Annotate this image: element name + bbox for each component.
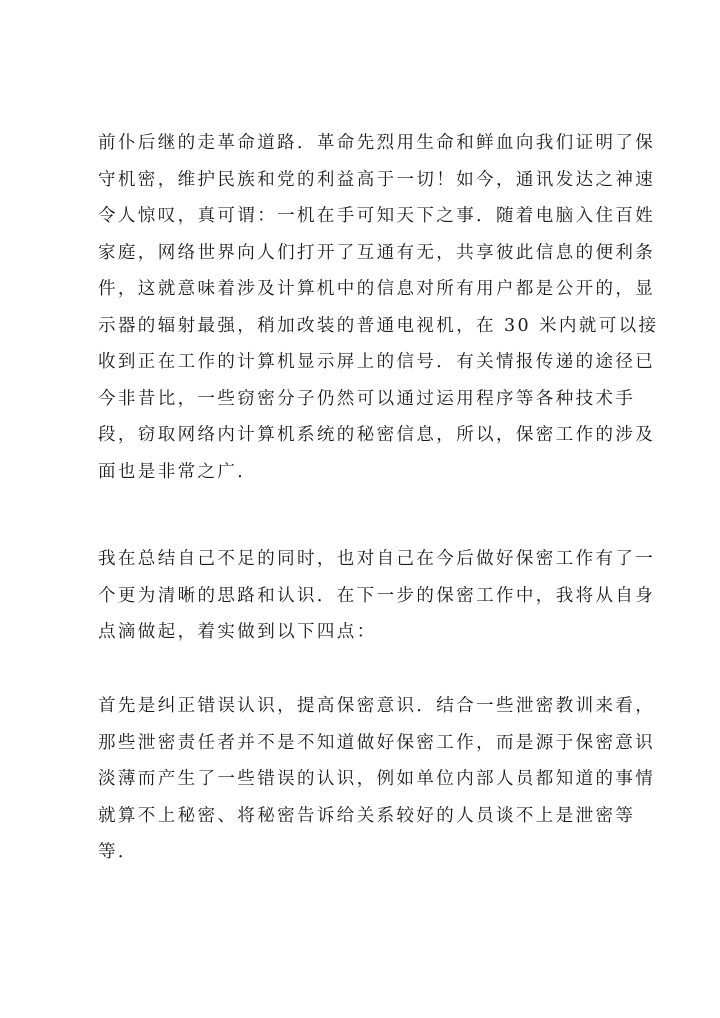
text-line: 等． [98, 842, 138, 862]
text-line: 令人惊叹，真可谓：一机在手可知天下之事．随着电脑入住百姓 [98, 206, 656, 226]
text-line: 面也是非常之广． [98, 461, 258, 482]
text-line: 就算不上秘密、将秘密告诉给关系较好的人员谈不上是泄密等 [98, 805, 636, 826]
text-line: 示器的辐射最强，稍加改装的普通电视机，在 30 米内就可以接 [98, 315, 659, 336]
text-line: 收到正在工作的计算机显示屏上的信号．有关情报传递的途径已 [98, 352, 656, 372]
text-line: 守机密，维护民族和党的利益高于一切！如今，通讯发达之神速 [98, 169, 656, 190]
text-line: 件，这就意味着涉及计算机中的信息对所有用户都是公开的，显 [98, 279, 656, 299]
text-line: 淡薄而产生了一些错误的认识，例如单位内部人员都知道的事情 [98, 769, 656, 789]
text-line: 点滴做起，着实做到以下四点： [98, 622, 377, 642]
paragraph-3 [98, 688, 658, 871]
text-line: 今非昔比，一些窃密分子仍然可以通过运用程序等各种技术手 [98, 388, 636, 409]
paragraph-1 [98, 125, 658, 490]
paragraph-2 [98, 541, 658, 651]
text-line: 个更为清晰的思路和认识．在下一步的保密工作中，我将从自身 [98, 585, 656, 606]
text-line: 我在总结自己不足的同时，也对自己在今后做好保密工作有了一 [98, 549, 656, 569]
text-line: 家庭，网络世界向人们打开了互通有无，共享彼此信息的便利条 [98, 242, 656, 263]
text-line: 首先是纠正错误认识，提高保密意识．结合一些泄密教训来看， [98, 696, 656, 716]
text-line: 那些泄密责任者并不是不知道做好保密工作，而是源于保密意识 [98, 732, 656, 753]
text-line: 段，窃取网络内计算机系统的秘密信息，所以，保密工作的涉及 [98, 425, 656, 445]
text-line: 前仆后继的走革命道路．革命先烈用生命和鲜血向我们证明了保 [98, 133, 656, 153]
